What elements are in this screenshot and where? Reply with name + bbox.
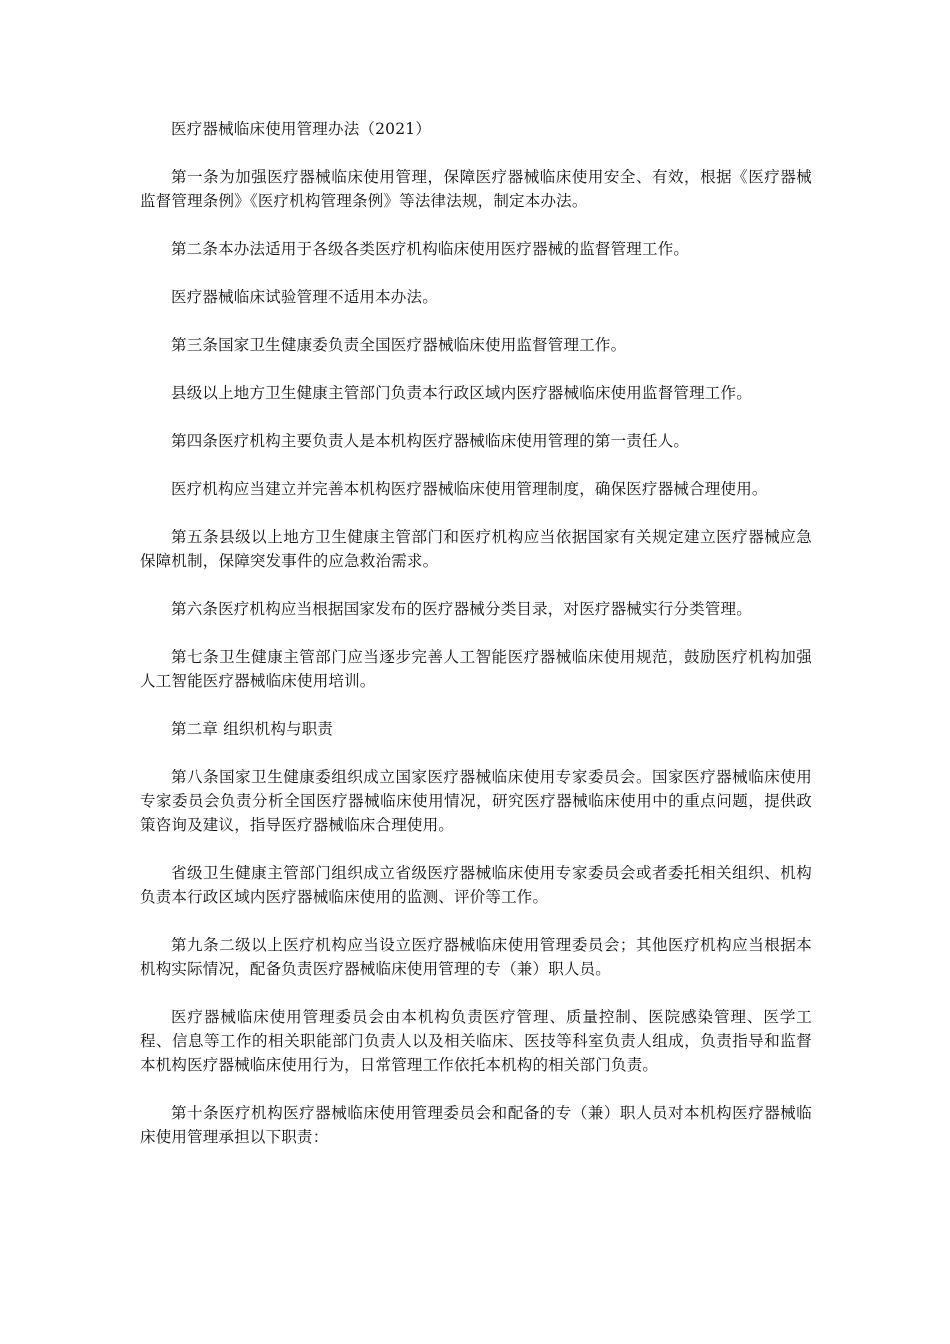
paragraph: 医疗器械临床使用管理委员会由本机构负责医疗管理、质量控制、医院感染管理、医学工程、信息等工作的相关职能部门负责人以及相关临床、医技等科室负责人组成，负责指导和监督本机构医疗器械临床使用行为，日常管理工作依托本机构的相关部门负责。 (140, 1008, 812, 1074)
paragraph-article-4: 第四条医疗机构主要负责人是本机构医疗器械临床使用管理的第一责任人。 (171, 432, 690, 450)
paragraph-article-9: 第九条二级以上医疗机构应当设立医疗器械临床使用管理委员会；其他医疗机构应当根据本机构实际情况，配备负责医疗器械临床使用管理的专（兼）职人员。 (140, 936, 812, 978)
paragraph-article-8: 第八条国家卫生健康委组织成立国家医疗器械临床使用专家委员会。国家医疗器械临床使用专家委员会负责分析全国医疗器械临床使用情况，研究医疗器械临床使用中的重点问题，提供政策咨询及建议，指导医疗器械临床合理使用。 (140, 768, 812, 834)
paragraph-article-5: 第五条县级以上地方卫生健康主管部门和医疗机构应当依据国家有关规定建立医疗器械应急保障机制，保障突发事件的应急救治需求。 (140, 528, 812, 570)
paragraph-article-6: 第六条医疗机构应当根据国家发布的医疗器械分类目录，对医疗器械实行分类管理。 (171, 600, 752, 618)
paragraph: 医疗器械临床试验管理不适用本办法。 (171, 288, 438, 306)
paragraph-article-7: 第七条卫生健康主管部门应当逐步完善人工智能医疗器械临床使用规范，鼓励医疗机构加强人工智能医疗器械临床使用培训。 (140, 648, 812, 690)
chapter-heading: 第二章 组织机构与职责 (171, 720, 334, 738)
paragraph: 医疗机构应当建立并完善本机构医疗器械临床使用管理制度，确保医疗器械合理使用。 (171, 480, 768, 498)
paragraph-article-10: 第十条医疗机构医疗器械临床使用管理委员会和配备的专（兼）职人员对本机构医疗器械临床使用管理承担以下职责： (140, 1104, 812, 1146)
paragraph: 县级以上地方卫生健康主管部门负责本行政区域内医疗器械临床使用监督管理工作。 (171, 384, 752, 402)
document-title: 医疗器械临床使用管理办法（2021） (171, 120, 432, 138)
paragraph-article-1: 第一条为加强医疗器械临床使用管理，保障医疗器械临床使用安全、有效，根据《医疗器械监督管理条例》《医疗机构管理条例》等法律法规，制定本办法。 (140, 168, 812, 210)
document-body (140, 117, 812, 1173)
paragraph-article-2: 第二条本办法适用于各级各类医疗机构临床使用医疗器械的监督管理工作。 (171, 240, 690, 258)
paragraph: 省级卫生健康主管部门组织成立省级医疗器械临床使用专家委员会或者委托相关组织、机构负责本行政区域内医疗器械临床使用的监测、评价等工作。 (140, 864, 812, 906)
paragraph-article-3: 第三条国家卫生健康委负责全国医疗器械临床使用监督管理工作。 (171, 336, 627, 354)
